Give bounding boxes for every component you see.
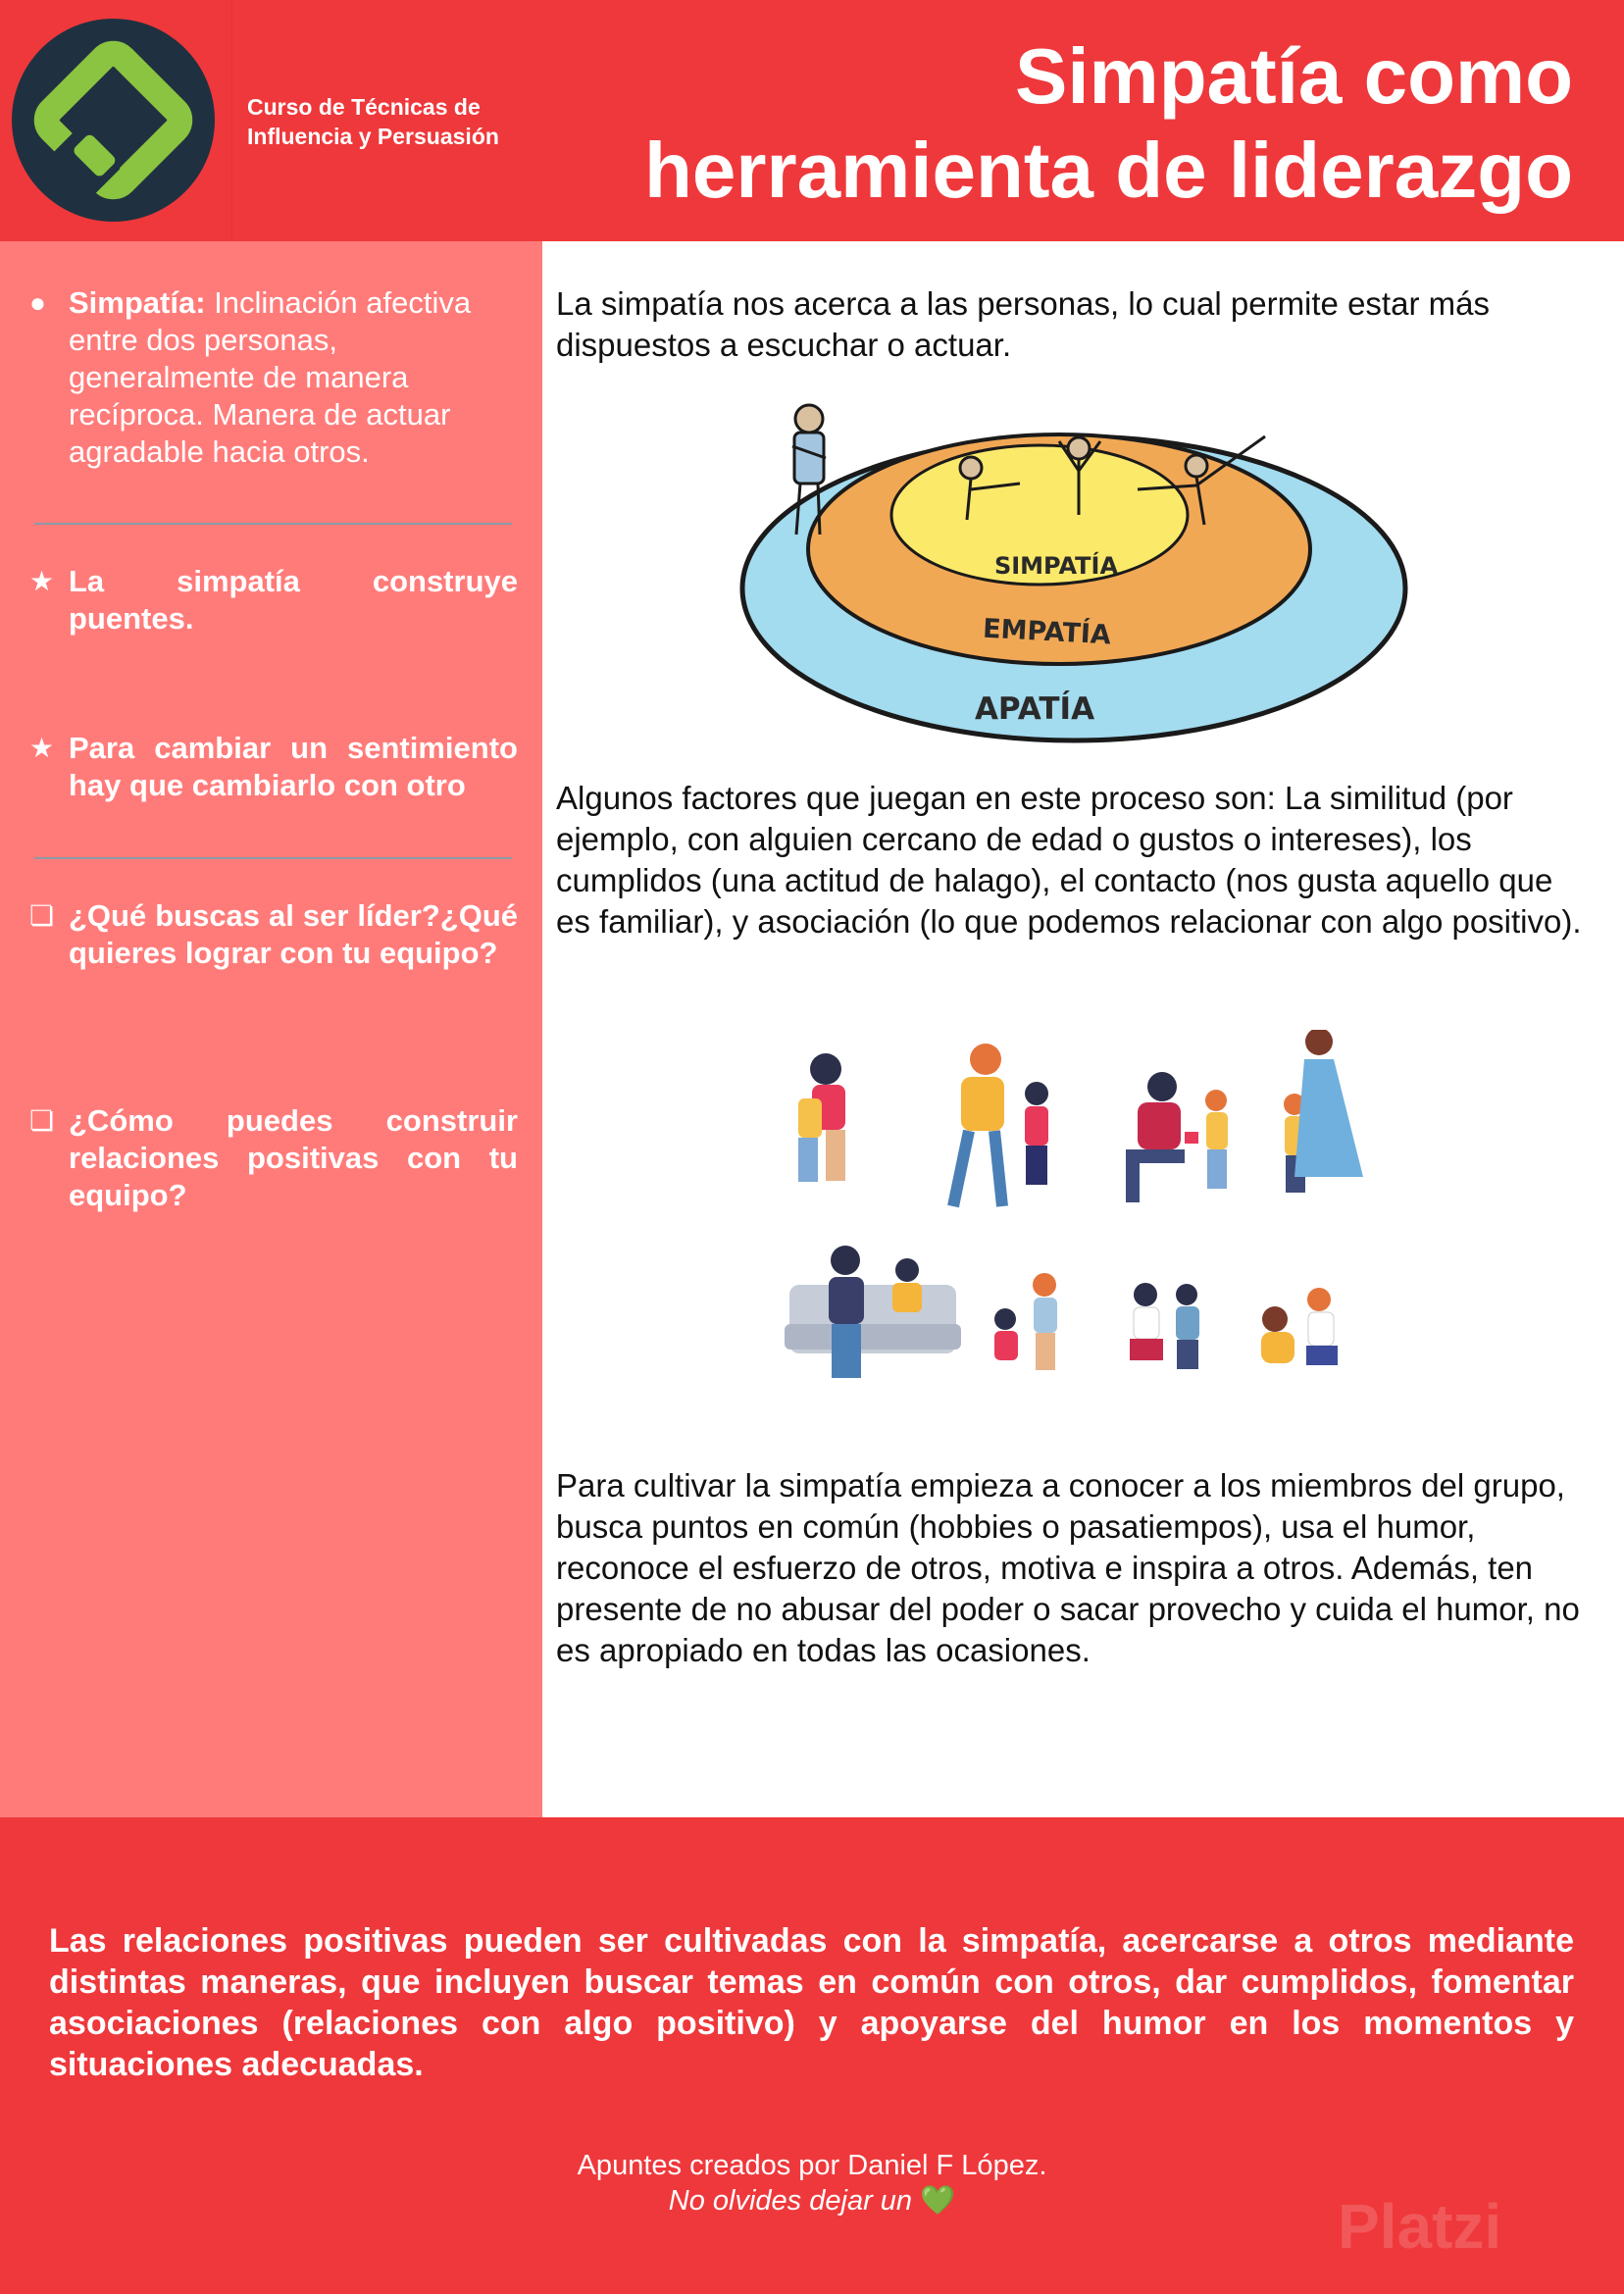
star-item-1	[29, 563, 518, 637]
page-title	[553, 29, 1573, 218]
sofa-pair-icon	[785, 1246, 961, 1378]
header-banner	[0, 0, 1624, 241]
definition-item	[29, 284, 518, 471]
title-line-1: Simpatía como	[1014, 32, 1573, 120]
checkbox-icon: ❏	[29, 900, 55, 931]
star-text-1: La simpatía construye puentes.	[69, 564, 518, 636]
checkbox-icon: ❏	[29, 1105, 55, 1136]
question-item-1	[29, 897, 518, 972]
question-text-2: ¿Cómo puedes construir relaciones positivas con tu equipo?	[69, 1103, 518, 1212]
bullet-icon: ●	[29, 287, 46, 318]
diagram-label-empatia: EMPATÍA	[982, 613, 1112, 651]
people-interactions-illustration	[785, 1030, 1378, 1412]
intro-paragraph: La simpatía nos acerca a las personas, lo cual permite estar más dispuestos a escuchar o actuar.	[556, 285, 1490, 363]
logo-panel	[0, 0, 232, 241]
title-line-2: herramienta de liderazgo	[644, 127, 1573, 214]
summary-text: Las relaciones positivas pueden ser cultivadas con la simpatía, acercarse a otros mediante distintas maneras, que incluyen buscar temas en común con otros, dar cumplidos, fomentar asociaciones (relaciones con algo positivo) y apoyarse del humor en los momentos y situaciones adecuadas.	[49, 1922, 1574, 2083]
diagram-label-apatia: APATÍA	[974, 691, 1095, 727]
sympathy-empathy-apathy-diagram	[736, 387, 1422, 750]
definition-body: Inclinación afectiva entre dos personas, generalmente de manera recíproca. Manera de actuar agradable hacia otros.	[69, 285, 472, 469]
credit-text: Apuntes creados por Daniel F López.	[577, 2150, 1047, 2181]
definition-text	[69, 284, 518, 471]
gift-giving-pair-icon	[1126, 1072, 1228, 1202]
kneeling-pair-icon	[1130, 1283, 1199, 1369]
star-text-2: Para cambiar un sentimiento hay que cambiarlo con otro	[69, 731, 518, 802]
adult-child-pair-icon	[953, 1044, 1048, 1206]
factors-paragraph: Algunos factores que juegan en este proceso son: La similitud (por ejemplo, con alguien cercano de edad o gustos o intereses), los cumplidos (una actitud de halago), el contacto (nos gusta aquello que es familiar), y asociación (lo que podemos relacionar con algo positivo).	[556, 780, 1582, 940]
question-text-1: ¿Qué buscas al ser líder?¿Qué quieres lograr con tu equipo?	[69, 898, 518, 970]
two-kids-pair-icon	[994, 1273, 1057, 1370]
sidebar	[0, 241, 542, 1817]
hugging-pair-icon	[798, 1053, 845, 1182]
question-item-2	[29, 1102, 518, 1214]
star-icon: ★	[29, 733, 55, 763]
platzi-watermark: Platzi	[1338, 2191, 1502, 2262]
course-line-2: Influencia y Persuasión	[247, 124, 499, 149]
definition-term: Simpatía:	[69, 285, 206, 320]
green-heart-icon: 💚	[920, 2185, 956, 2217]
comforting-pair-icon	[1261, 1288, 1338, 1365]
mother-daughter-pair-icon	[1284, 1030, 1363, 1193]
star-icon: ★	[29, 566, 55, 596]
course-line-1: Curso de Técnicas de	[247, 94, 481, 120]
reminder-text: No olvides dejar un	[668, 2185, 913, 2217]
platzi-logo-icon	[12, 19, 215, 222]
star-item-2	[29, 730, 518, 804]
cultivate-paragraph: Para cultivar la simpatía empieza a conocer a los miembros del grupo, busca puntos en común (hobbies o pasatiempos), usa el humor, reconoce el esfuerzo de otros, motiva e inspira a otros. Además, ten presente de no abusar del poder o sacar provecho y cuida el humor, no es apropiado en todas las ocasiones.	[556, 1467, 1580, 1668]
diagram-label-simpatia: SIMPATÍA	[993, 552, 1119, 580]
course-name	[247, 92, 541, 151]
divider	[34, 857, 512, 859]
divider	[34, 523, 512, 525]
